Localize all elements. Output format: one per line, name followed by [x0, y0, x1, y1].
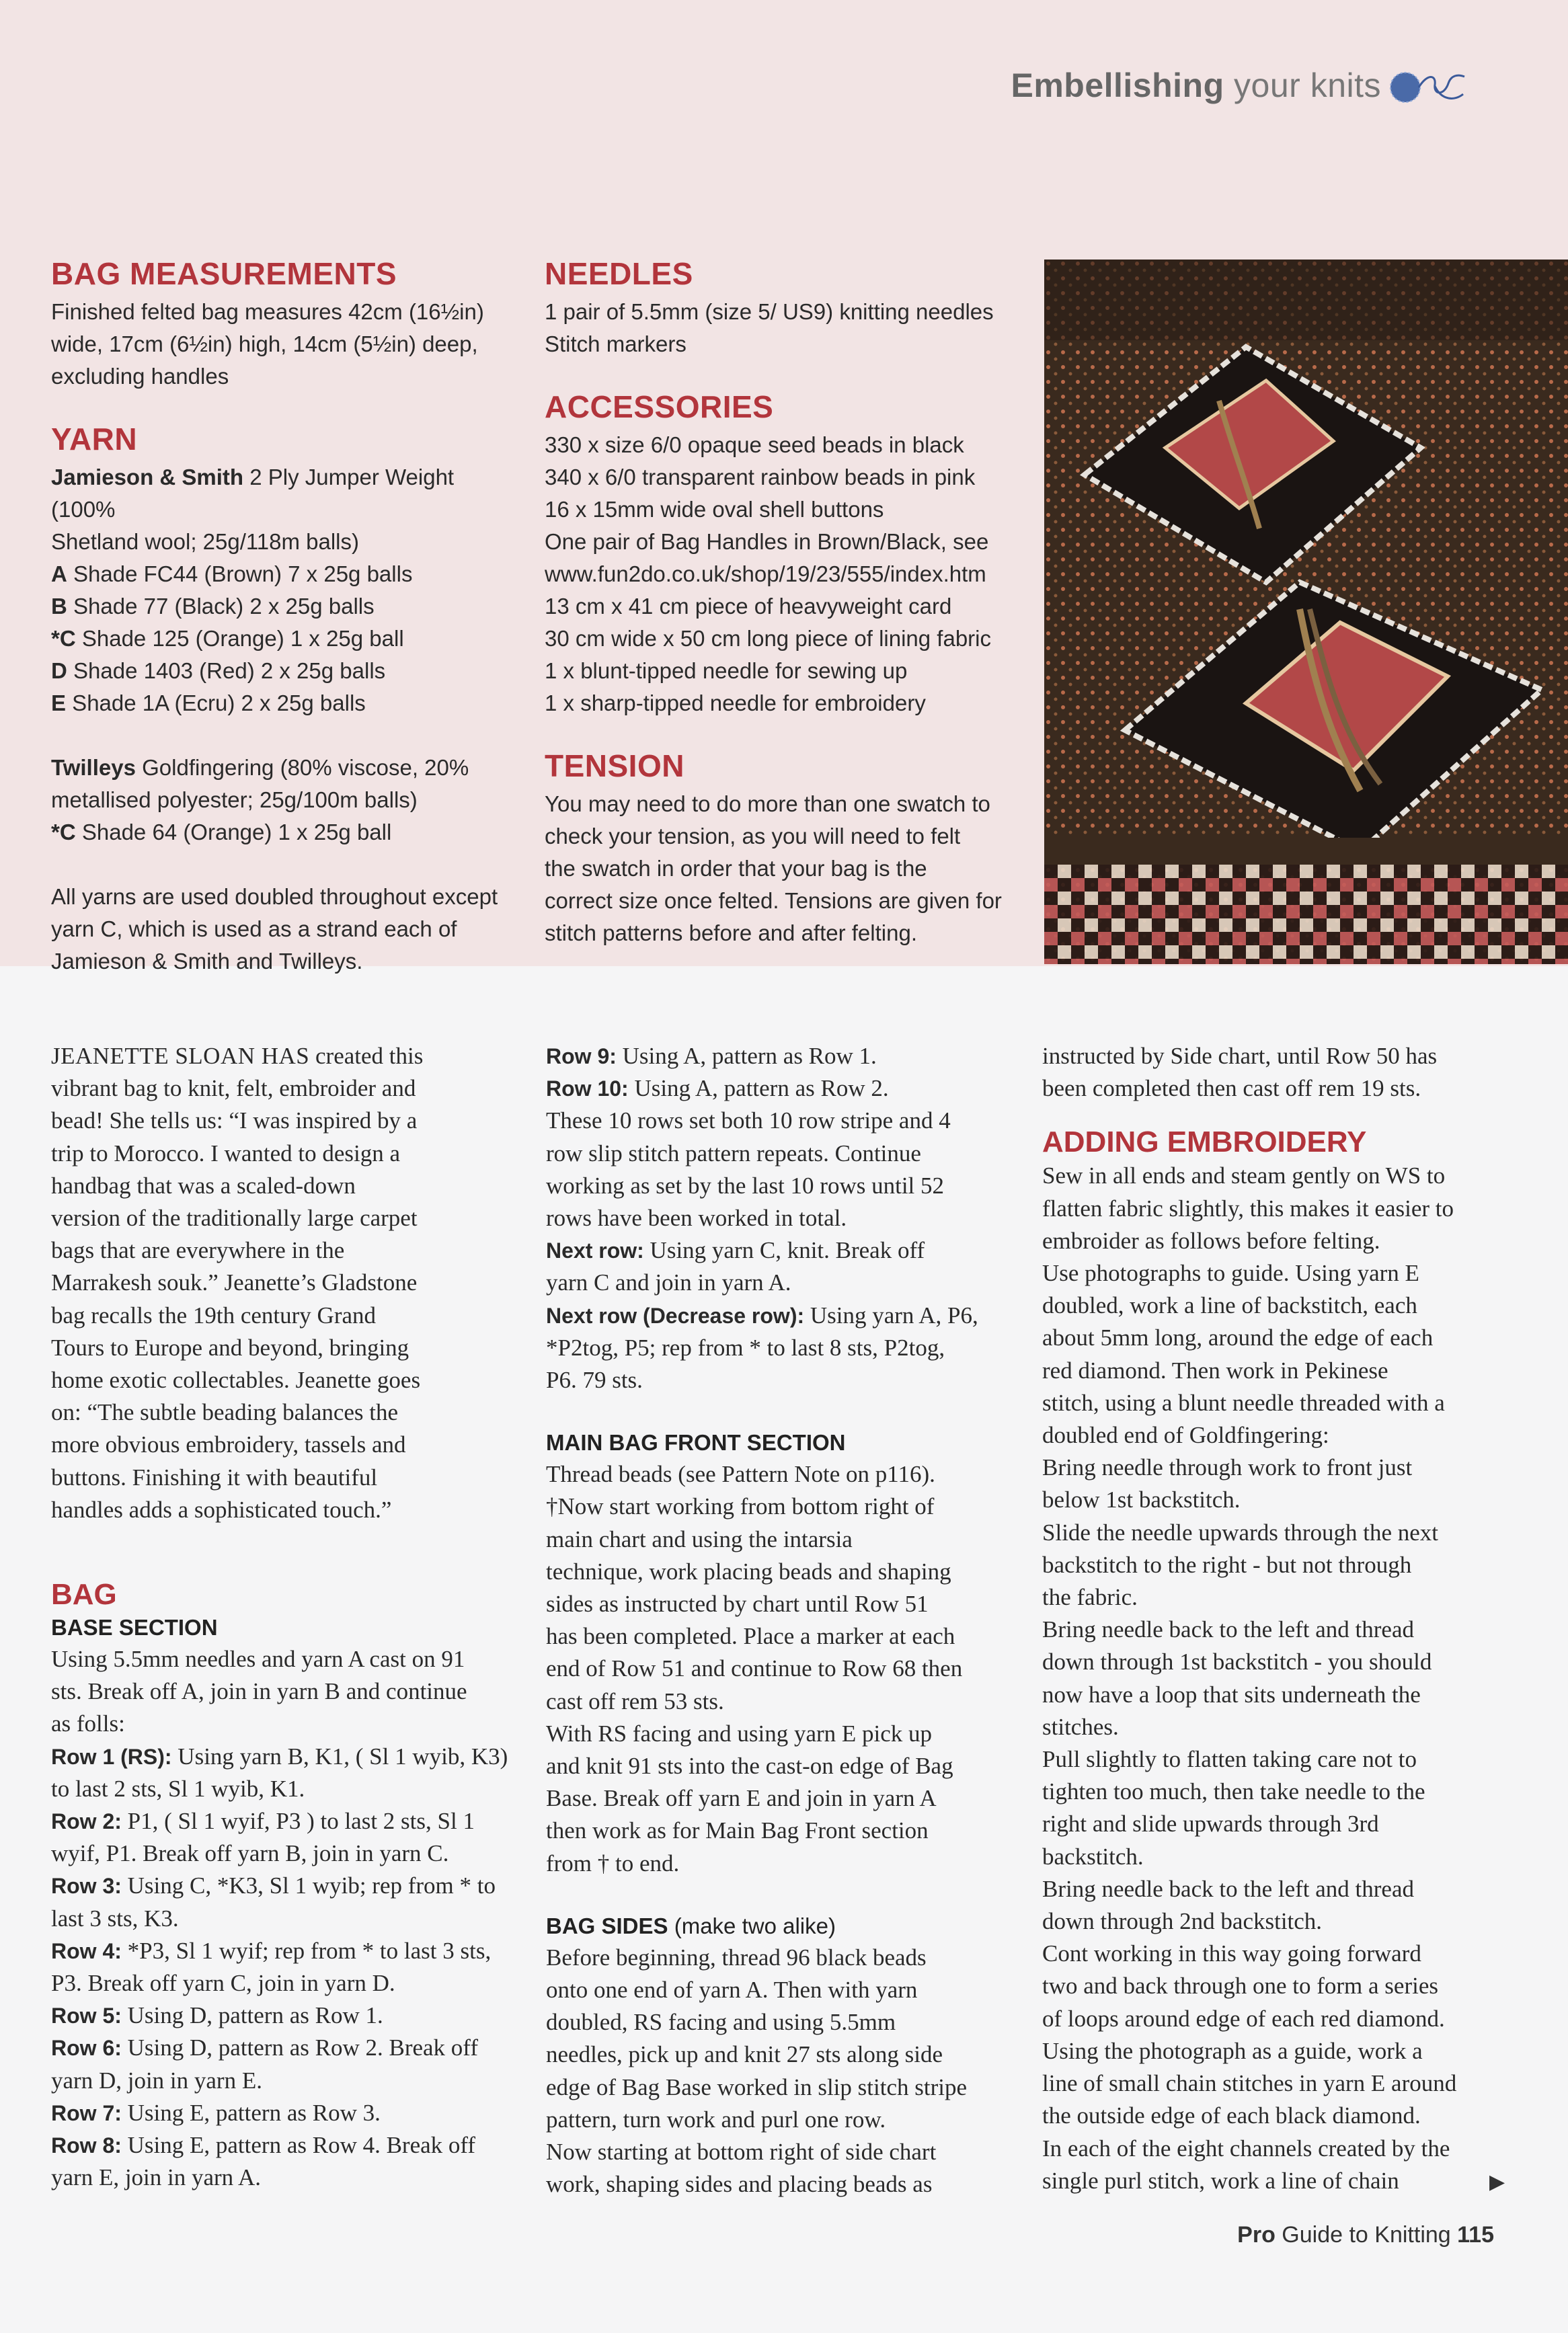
- row-instruction: yarn C and join in yarn A.: [546, 1269, 791, 1296]
- embroidery-line: backstitch.: [1042, 1843, 1144, 1870]
- intro-line: Tours to Europe and beyond, bringing: [51, 1334, 409, 1361]
- accessories-link: www.fun2do.co.uk/shop/19/23/555/index.htm: [545, 561, 986, 586]
- intro-line: trip to Morocco. I wanted to design a: [51, 1140, 401, 1166]
- embroidery-line: Bring needle through work to front just: [1042, 1454, 1413, 1481]
- embroidery-line: line of small chain stitches in yarn E around: [1042, 2070, 1457, 2097]
- row-instruction: Next row: Using yarn C, knit. Break off: [546, 1237, 925, 1264]
- front-line: then work as for Main Bag Front section: [546, 1817, 929, 1844]
- front-line: from † to end.: [546, 1850, 680, 1876]
- sides-line: pattern, turn work and purl one row.: [546, 2106, 886, 2133]
- top-left-column: [51, 255, 522, 978]
- intro-line: Marrakesh souk.” Jeanette’s Gladstone: [51, 1269, 418, 1296]
- front-line: Thread beads (see Pattern Note on p116).: [546, 1461, 935, 1488]
- yarn-shade: E Shade 1A (Ecru) 2 x 25g balls: [51, 690, 366, 715]
- row-instruction: yarn E, join in yarn A.: [51, 2164, 262, 2191]
- embroidery-line: the outside edge of each black diamond.: [1042, 2102, 1421, 2129]
- intro-line: home exotic collectables. Jeanette goes: [51, 1367, 421, 1394]
- row-instruction: Row 7: Using E, pattern as Row 3.: [51, 2099, 381, 2126]
- tension-line: check your tension, as you will need to felt: [545, 824, 961, 848]
- yarn-line: Shetland wool; 25g/118m balls): [51, 529, 360, 554]
- bag-heading: BAG: [51, 1578, 117, 1612]
- embroidery-line: below 1st backstitch.: [1042, 1487, 1241, 1513]
- tension-line: stitch patterns before and after felting.: [545, 920, 917, 945]
- embroidery-line: Pull slightly to flatten taking care not to: [1042, 1746, 1417, 1773]
- embroidery-line: backstitch to the right - but not through: [1042, 1551, 1412, 1578]
- embroidery-line: Cont working in this way going forward: [1042, 1940, 1421, 1967]
- embroidery-line: flatten fabric slightly, this makes it easier to: [1042, 1195, 1454, 1222]
- embroidery-line: down through 1st backstitch - you should: [1042, 1649, 1432, 1675]
- needles-line: Stitch markers: [545, 331, 687, 356]
- base-section-heading: BASE SECTION: [51, 1615, 218, 1640]
- embroidery-line: stitches.: [1042, 1713, 1119, 1740]
- base-line: as folls:: [51, 1710, 125, 1737]
- embroidery-line: tighten too much, then take needle to the: [1042, 1778, 1425, 1805]
- embroidery-line: Using the photograph as a guide, work a: [1042, 2037, 1423, 2064]
- body-column-1: [51, 1040, 522, 2194]
- accessories-line: 330 x size 6/0 opaque seed beads in black: [545, 432, 964, 457]
- yarn-line: metallised polyester; 25g/100m balls): [51, 787, 418, 812]
- yarn-note: Jamieson & Smith and Twilleys.: [51, 949, 363, 974]
- row-instruction: wyif, P1. Break off yarn B, join in yarn C.: [51, 1840, 449, 1867]
- front-section-heading: MAIN BAG FRONT SECTION: [546, 1430, 846, 1456]
- row-instruction: last 3 sts, K3.: [51, 1905, 179, 1932]
- yarn-line: Twilleys Goldfingering (80% viscose, 20%: [51, 755, 469, 780]
- front-line: cast off rem 53 sts.: [546, 1688, 724, 1714]
- accessories-line: One pair of Bag Handles in Brown/Black, see: [545, 529, 989, 554]
- running-head-rest: your knits: [1224, 67, 1381, 104]
- row-instruction: Next row (Decrease row): Using yarn A, P6,: [546, 1302, 978, 1329]
- front-line: Base. Break off yarn E and join in yarn A: [546, 1785, 937, 1812]
- row-instruction: Row 4: *P3, Sl 1 wyif; rep from * to last 3 sts,: [51, 1937, 492, 1964]
- embroidery-line: of loops around edge of each red diamond.: [1042, 2005, 1445, 2032]
- yarn-note: yarn C, which is used as a strand each of: [51, 916, 457, 941]
- sides-line: onto one end of yarn A. Then with yarn: [546, 1977, 918, 2004]
- row-instruction: Row 5: Using D, pattern as Row 1.: [51, 2002, 383, 2029]
- embroidery-line: Use photographs to guide. Using yarn E: [1042, 1260, 1419, 1287]
- intro-line: version of the traditionally large carpet: [51, 1205, 418, 1232]
- embroidery-line: stitch, using a blunt needle threaded with a: [1042, 1389, 1445, 1416]
- measurements-line: Finished felted bag measures 42cm (16½in): [51, 299, 484, 324]
- bag-sides-heading: BAG SIDES (make two alike): [546, 1913, 836, 1938]
- row-instruction: Row 1 (RS): Using yarn B, K1, ( Sl 1 wyib, K3): [51, 1743, 508, 1770]
- row-instruction: row slip stitch pattern repeats. Continue: [546, 1140, 921, 1166]
- yarn-shade: *C Shade 64 (Orange) 1 x 25g ball: [51, 820, 392, 844]
- top-middle-column: [545, 255, 1035, 949]
- yarn-shade: B Shade 77 (Black) 2 x 25g balls: [51, 594, 375, 619]
- sides-line: Before beginning, thread 96 black beads: [546, 1944, 927, 1971]
- front-line: sides as instructed by chart until Row 51: [546, 1591, 929, 1618]
- embroidery-line: right and slide upwards through 3rd: [1042, 1811, 1379, 1837]
- embroidery-line: now have a loop that sits underneath the: [1042, 1681, 1421, 1708]
- accessories-line: 16 x 15mm wide oval shell buttons: [545, 497, 884, 522]
- sides-line: needles, pick up and knit 27 sts along side: [546, 2041, 943, 2068]
- embroidery-line: about 5mm long, around the edge of each: [1042, 1324, 1434, 1351]
- accessories-heading: ACCESSORIES: [545, 389, 774, 424]
- row-instruction: P3. Break off yarn C, join in yarn D.: [51, 1970, 395, 1997]
- front-line: †Now start working from bottom right of: [546, 1493, 935, 1520]
- intro-line: more obvious embroidery, tassels and: [51, 1431, 406, 1458]
- row-instruction: rows have been worked in total.: [546, 1205, 847, 1232]
- embroidery-line: Sew in all ends and steam gently on WS to: [1042, 1162, 1446, 1189]
- row-instruction: Row 10: Using A, pattern as Row 2.: [546, 1075, 889, 1102]
- intro-paragraph: JEANETTE SLOAN HAS created this: [51, 1043, 424, 1069]
- tension-line: correct size once felted. Tensions are given for: [545, 888, 1002, 913]
- side-chart-line: instructed by Side chart, until Row 50 has: [1042, 1043, 1438, 1069]
- embroidery-line: two and back through one to form a series: [1042, 1973, 1439, 2000]
- row-instruction: *P2tog, P5; rep from * to last 8 sts, P2tog,: [546, 1334, 945, 1361]
- accessories-line: 1 x blunt-tipped needle for sewing up: [545, 658, 908, 683]
- row-instruction: Row 3: Using C, *K3, Sl 1 wyib; rep from * to: [51, 1872, 496, 1899]
- measurements-heading: BAG MEASUREMENTS: [51, 256, 397, 291]
- embroidery-line: In each of the eight channels created by the: [1042, 2135, 1450, 2162]
- yarn-shade: A Shade FC44 (Brown) 7 x 25g balls: [51, 561, 413, 586]
- front-line: has been completed. Place a marker at each: [546, 1623, 955, 1650]
- running-head-bold: Embellishing: [1011, 67, 1224, 104]
- front-line: With RS facing and using yarn E pick up: [546, 1720, 933, 1747]
- tension-line: You may need to do more than one swatch to: [545, 791, 990, 816]
- intro-line: bead! She tells us: “I was inspired by a: [51, 1107, 418, 1134]
- bag-photo: [1044, 260, 1568, 964]
- embroidery-line: single purl stitch, work a line of chain: [1042, 2167, 1399, 2194]
- sides-line: edge of Bag Base worked in slip stitch stripe: [546, 2073, 967, 2100]
- intro-line: handbag that was a scaled-down: [51, 1172, 356, 1199]
- row-instruction: P6. 79 sts.: [546, 1367, 643, 1394]
- needles-line: 1 pair of 5.5mm (size 5/ US9) knitting needles: [545, 299, 994, 324]
- embroidery-line: down through 2nd backstitch.: [1042, 1908, 1323, 1935]
- body-column-2: [546, 1040, 1030, 2201]
- embroidery-line: embroider as follows before felting.: [1042, 1227, 1380, 1254]
- embroidery-line: doubled, work a line of backstitch, each: [1042, 1292, 1417, 1319]
- row-instruction: yarn D, join in yarn E.: [51, 2067, 262, 2094]
- intro-line: buttons. Finishing it with beautiful: [51, 1464, 378, 1491]
- sides-line: work, shaping sides and placing beads as: [546, 2171, 933, 2198]
- intro-line: vibrant bag to knit, felt, embroider and: [51, 1075, 416, 1102]
- intro-line: bag recalls the 19th century Grand: [51, 1302, 377, 1329]
- intro-line: bags that are everywhere in the: [51, 1237, 345, 1264]
- row-instruction: Row 2: P1, ( Sl 1 wyif, P3 ) to last 2 sts, Sl 1: [51, 1808, 475, 1835]
- front-line: and knit 91 sts into the cast-on edge of Bag: [546, 1753, 953, 1780]
- front-line: technique, work placing beads and shaping: [546, 1558, 951, 1585]
- yarn-ball-icon: [1388, 61, 1467, 113]
- tension-line: the swatch in order that your bag is the: [545, 856, 927, 881]
- front-line: main chart and using the intarsia: [546, 1526, 853, 1552]
- side-chart-line: been completed then cast off rem 19 sts.: [1042, 1075, 1421, 1102]
- base-line: sts. Break off A, join in yarn B and continue: [51, 1678, 467, 1705]
- embroidery-line: doubled end of Goldfingering:: [1042, 1422, 1329, 1449]
- body-column-3: [1042, 1040, 1526, 2197]
- sides-line: Now starting at bottom right of side chart: [546, 2139, 937, 2166]
- yarn-shade: *C Shade 125 (Orange) 1 x 25g ball: [51, 626, 404, 651]
- embroidery-line: the fabric.: [1042, 1584, 1138, 1611]
- embroidery-line: Slide the needle upwards through the next: [1042, 1519, 1439, 1546]
- row-instruction: Row 9: Using A, pattern as Row 1.: [546, 1043, 877, 1069]
- accessories-line: 340 x 6/0 transparent rainbow beads in pink: [545, 465, 976, 489]
- tension-heading: TENSION: [545, 748, 684, 783]
- folio: Pro Guide to Knitting 115: [1237, 2222, 1494, 2248]
- continue-arrow-icon: ▶: [1489, 2171, 1505, 2193]
- embroidery-line: red diamond. Then work in Pekinese: [1042, 1357, 1388, 1384]
- sides-line: doubled, RS facing and using 5.5mm: [546, 2009, 896, 2036]
- accessories-line: 13 cm x 41 cm piece of heavyweight card: [545, 594, 952, 619]
- intro-line: on: “The subtle beading balances the: [51, 1399, 399, 1426]
- yarn-note: All yarns are used doubled throughout except: [51, 884, 498, 909]
- needles-heading: NEEDLES: [545, 256, 693, 291]
- base-line: Using 5.5mm needles and yarn A cast on 91: [51, 1646, 465, 1673]
- embroidery-line: Bring needle back to the left and thread: [1042, 1875, 1414, 1902]
- row-instruction: Row 8: Using E, pattern as Row 4. Break off: [51, 2132, 476, 2159]
- row-instruction: working as set by the last 10 rows until 52: [546, 1172, 945, 1199]
- running-head: [896, 61, 1568, 114]
- accessories-line: 30 cm wide x 50 cm long piece of lining fabric: [545, 626, 991, 651]
- row-instruction: to last 2 sts, Sl 1 wyib, K1.: [51, 1775, 305, 1802]
- row-instruction: Row 6: Using D, pattern as Row 2. Break off: [51, 2034, 478, 2061]
- embroidery-heading: ADDING EMBROIDERY: [1042, 1125, 1367, 1159]
- front-line: end of Row 51 and continue to Row 68 then: [546, 1655, 963, 1682]
- yarn-line: Jamieson & Smith 2 Ply Jumper Weight (100%: [51, 465, 455, 522]
- intro-line: handles adds a sophisticated touch.”: [51, 1496, 392, 1523]
- embroidery-line: Bring needle back to the left and thread: [1042, 1616, 1414, 1643]
- measurements-line: wide, 17cm (6½in) high, 14cm (5½in) deep,: [51, 331, 478, 356]
- measurements-line: excluding handles: [51, 364, 229, 389]
- yarn-heading: YARN: [51, 422, 138, 457]
- row-instruction: These 10 rows set both 10 row stripe and 4: [546, 1107, 951, 1134]
- accessories-line: 1 x sharp-tipped needle for embroidery: [545, 690, 926, 715]
- yarn-shade: D Shade 1403 (Red) 2 x 25g balls: [51, 658, 386, 683]
